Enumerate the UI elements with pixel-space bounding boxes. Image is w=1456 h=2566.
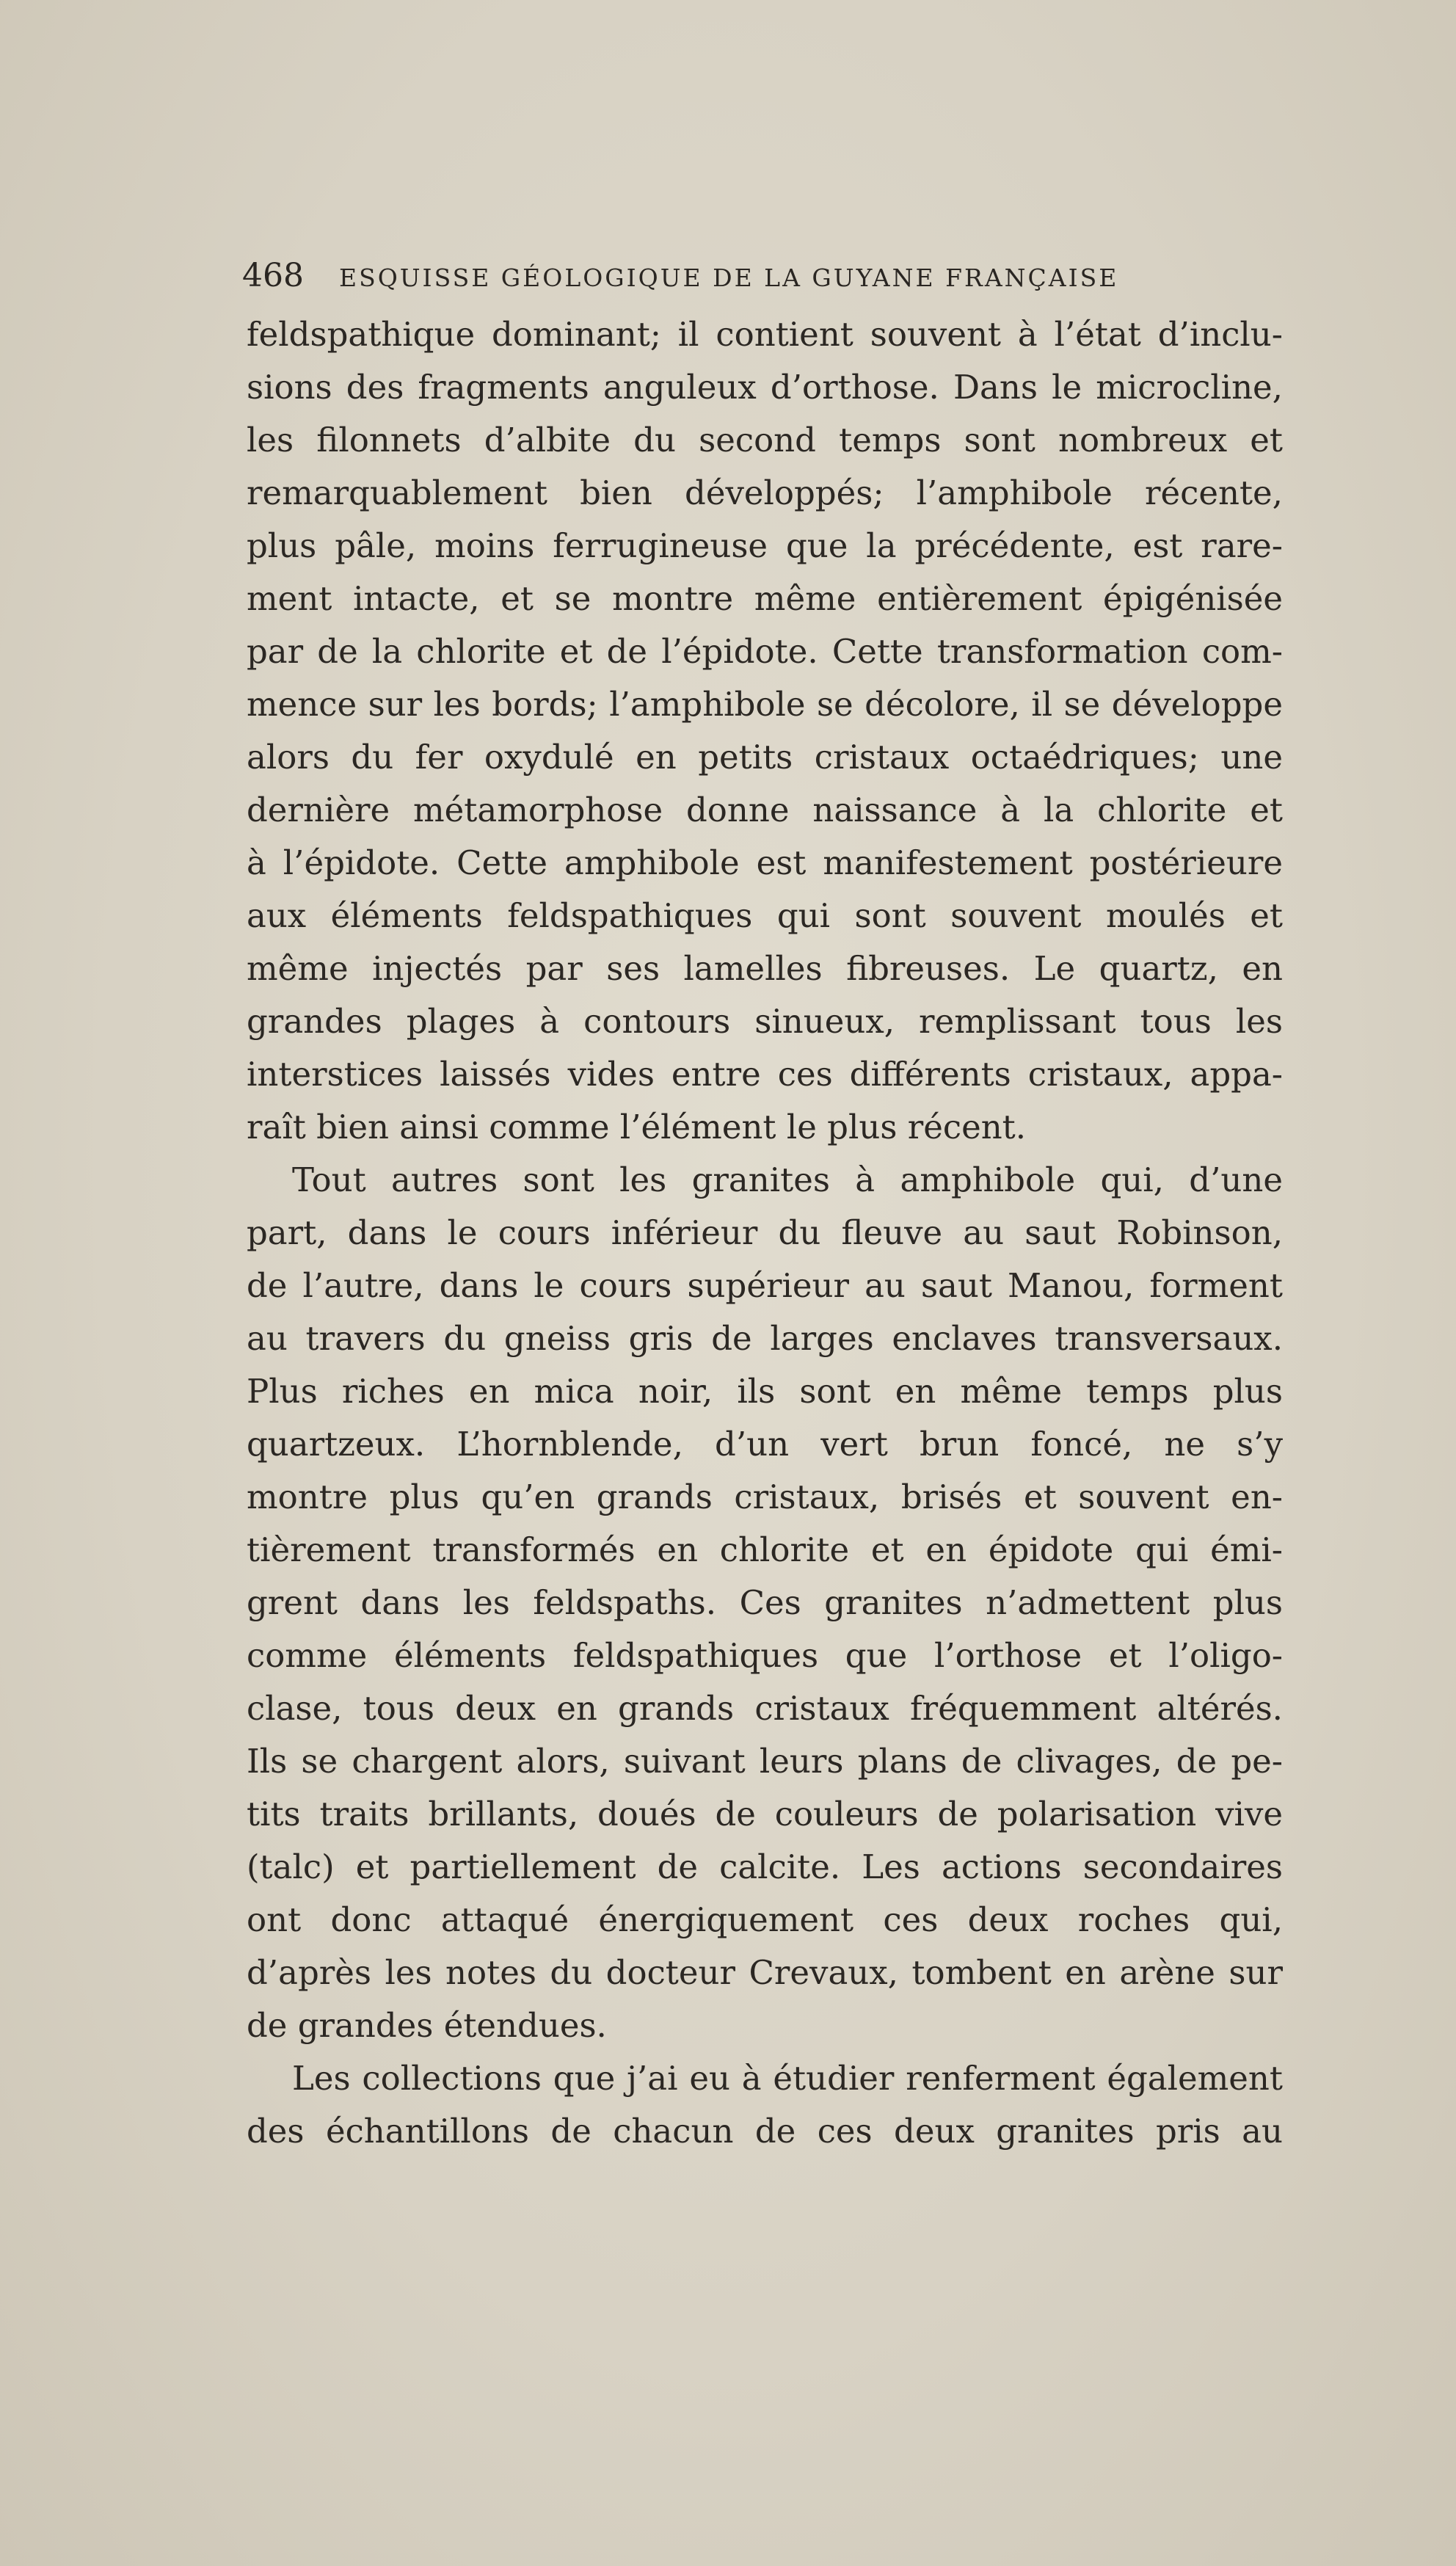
page-number: 468	[242, 257, 304, 294]
text-line: par de la chlorite et de l’épidote. Cette transformation com-	[247, 632, 1283, 671]
text-line: remarquablement bien développés; l’amphibole récente,	[247, 473, 1283, 512]
text-line: à l’épidote. Cette amphibole est manifestement postérieure	[247, 843, 1283, 882]
text-line: des échantillons de chacun de ces deux granites pris au	[247, 2112, 1283, 2151]
text-line: même injectés par ses lamelles fibreuses. Le quartz, en	[247, 949, 1283, 988]
text-line: tièrement transformés en chlorite et en épidote qui émi-	[247, 1530, 1283, 1569]
body-text	[247, 308, 1283, 2158]
running-title: ESQUISSE GÉOLOGIQUE DE LA GUYANE FRANÇAISE	[339, 263, 1119, 292]
text-line: Tout autres sont les granites à amphibole qui, d’une	[292, 1160, 1283, 1199]
text-line: grandes plages à contours sinueux, remplissant tous les	[247, 1002, 1283, 1041]
text-line: Ils se chargent alors, suivant leurs plans de clivages, de pe-	[247, 1742, 1283, 1781]
text-line: part, dans le cours inférieur du fleuve au saut Robinson,	[247, 1213, 1283, 1252]
text-line: les filonnets d’albite du second temps sont nombreux et	[247, 421, 1283, 459]
text-line: (talc) et partiellement de calcite. Les actions secondaires	[247, 1847, 1283, 1886]
text-line: aux éléments feldspathiques qui sont souvent moulés et	[247, 896, 1283, 935]
text-line: sions des fragments anguleux d’orthose. Dans le microcline,	[247, 368, 1283, 407]
text-line: au travers du gneiss gris de larges enclaves transversaux.	[247, 1319, 1283, 1358]
text-line: de grandes étendues.	[247, 2006, 607, 2045]
text-line: grent dans les feldspaths. Ces granites n’admettent plus	[247, 1583, 1283, 1622]
text-line: Plus riches en mica noir, ils sont en même temps plus	[247, 1372, 1283, 1411]
text-line: d’après les notes du docteur Crevaux, tombent en arène sur	[247, 1953, 1283, 1992]
text-line: ment intacte, et se montre même entièrement épigénisée	[247, 579, 1283, 618]
text-line: de l’autre, dans le cours supérieur au saut Manou, forment	[247, 1266, 1283, 1305]
running-head	[242, 257, 1284, 294]
text-line: plus pâle, moins ferrugineuse que la précédente, est rare-	[247, 526, 1283, 565]
text-line: Les collections que j’ai eu à étudier renferment également	[292, 2059, 1283, 2098]
text-line: mence sur les bords; l’amphibole se décolore, il se développe	[247, 685, 1283, 724]
text-line: ont donc attaqué énergiquement ces deux roches qui,	[247, 1900, 1283, 1939]
text-line: tits traits brillants, doués de couleurs de polarisation vive	[247, 1795, 1283, 1833]
text-line: dernière métamorphose donne naissance à la chlorite et	[247, 790, 1283, 829]
text-line: comme éléments feldspathiques que l’orthose et l’oligo-	[247, 1636, 1283, 1675]
text-line: interstices laissés vides entre ces différents cristaux, appa-	[247, 1055, 1283, 1094]
text-line: clase, tous deux en grands cristaux fréquemment altérés.	[247, 1689, 1283, 1728]
text-line: alors du fer oxydulé en petits cristaux octaédriques; une	[247, 738, 1283, 777]
text-line: raît bien ainsi comme l’élément le plus récent.	[247, 1108, 1027, 1146]
text-line: quartzeux. L’hornblende, d’un vert brun foncé, ne s’y	[247, 1425, 1283, 1464]
text-line: feldspathique dominant; il contient souvent à l’état d’inclu-	[247, 315, 1283, 354]
text-line: montre plus qu’en grands cristaux, brisés et souvent en-	[247, 1478, 1283, 1516]
